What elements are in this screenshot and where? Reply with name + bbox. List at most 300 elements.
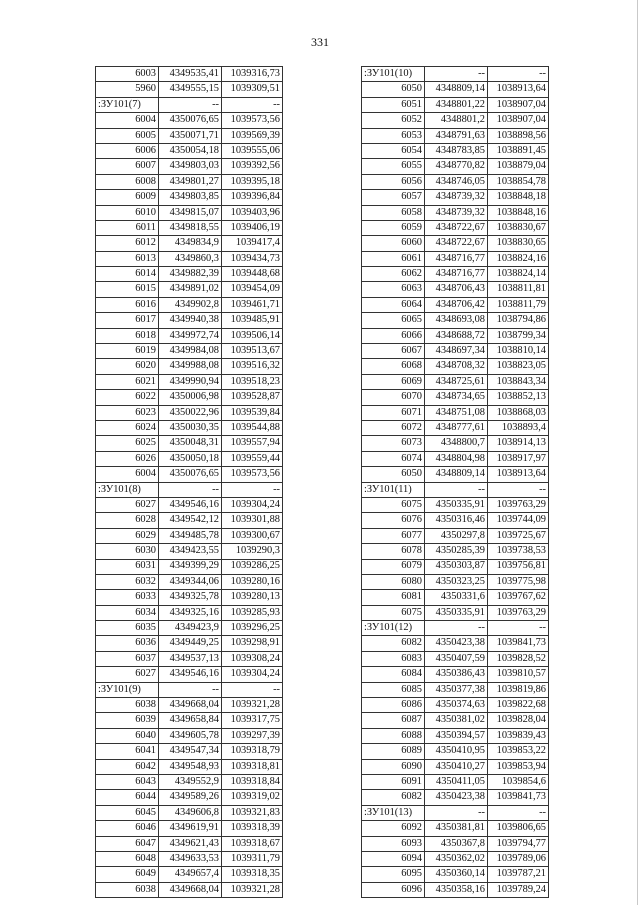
x-coordinate-cell: 4350022,96 [159, 405, 222, 420]
table-row [362, 128, 549, 143]
coordinates-table-right-body [362, 67, 549, 898]
point-number-cell: 6014 [96, 267, 159, 282]
y-coordinate-cell: 1039319,02 [222, 790, 283, 805]
x-coordinate-cell: 4350323,25 [425, 574, 488, 589]
x-coordinate-cell: 4348688,72 [425, 328, 488, 343]
x-coordinate-cell: 4349423,9 [159, 621, 222, 636]
table-row [362, 113, 549, 128]
table-row [362, 159, 549, 174]
x-coordinate-cell: 4350410,27 [425, 759, 488, 774]
y-coordinate-cell: 1039744,09 [488, 513, 549, 528]
x-coordinate-cell: 4349344,06 [159, 574, 222, 589]
point-number-cell: 6039 [96, 713, 159, 728]
x-coordinate-cell: 4348804,98 [425, 451, 488, 466]
page-number: 331 [311, 35, 329, 49]
point-number-cell: 6011 [96, 220, 159, 235]
point-number-cell: 6064 [362, 297, 425, 312]
point-number-cell: 6065 [362, 313, 425, 328]
x-coordinate-cell: -- [159, 97, 222, 112]
y-coordinate-cell: -- [488, 67, 549, 82]
table-row [362, 436, 549, 451]
x-coordinate-cell: 4349657,4 [159, 867, 222, 882]
y-coordinate-cell: 1039290,3 [222, 544, 283, 559]
y-coordinate-cell: 1039853,22 [488, 744, 549, 759]
table-row [362, 836, 549, 851]
point-number-cell: 6013 [96, 251, 159, 266]
y-coordinate-cell: 1038893,4 [488, 420, 549, 435]
table-row [96, 251, 283, 266]
table-row [96, 82, 283, 97]
x-coordinate-cell: -- [425, 482, 488, 497]
x-coordinate-cell: 4349658,84 [159, 713, 222, 728]
x-coordinate-cell: 4349589,26 [159, 790, 222, 805]
y-coordinate-cell: 1039789,24 [488, 882, 549, 897]
y-coordinate-cell: 1039318,39 [222, 821, 283, 836]
section-header-row [362, 805, 549, 820]
x-coordinate-cell: 4349940,38 [159, 313, 222, 328]
x-coordinate-cell: 4350331,6 [425, 590, 488, 605]
table-row [96, 390, 283, 405]
y-coordinate-cell: 1039300,67 [222, 528, 283, 543]
y-coordinate-cell: 1039434,73 [222, 251, 283, 266]
point-number-cell: 6091 [362, 774, 425, 789]
table-row [96, 805, 283, 820]
x-coordinate-cell: 4348801,22 [425, 97, 488, 112]
y-coordinate-cell: 1039318,79 [222, 744, 283, 759]
section-header-row [362, 482, 549, 497]
x-coordinate-cell: 4348739,32 [425, 205, 488, 220]
y-coordinate-cell: 1038907,04 [488, 113, 549, 128]
y-coordinate-cell: 1039518,23 [222, 374, 283, 389]
y-coordinate-cell: 1038917,97 [488, 451, 549, 466]
table-row [362, 590, 549, 605]
x-coordinate-cell: 4350054,18 [159, 143, 222, 158]
table-row [96, 113, 283, 128]
y-coordinate-cell: 1039738,53 [488, 544, 549, 559]
x-coordinate-cell: 4350358,16 [425, 882, 488, 897]
point-number-cell: 6089 [362, 744, 425, 759]
x-coordinate-cell: 4348706,42 [425, 297, 488, 312]
point-number-cell: 6067 [362, 344, 425, 359]
point-number-cell: 6057 [362, 190, 425, 205]
y-coordinate-cell: 1039544,88 [222, 420, 283, 435]
table-row [96, 621, 283, 636]
table-row [362, 174, 549, 189]
point-number-cell: 6016 [96, 297, 159, 312]
x-coordinate-cell: 4348809,14 [425, 467, 488, 482]
point-number-cell: 6010 [96, 205, 159, 220]
table-row [362, 559, 549, 574]
table-row [362, 451, 549, 466]
coordinates-table-right [361, 66, 549, 898]
table-row [96, 374, 283, 389]
table-row [362, 851, 549, 866]
table-row [96, 159, 283, 174]
table-row [96, 267, 283, 282]
y-coordinate-cell: 1038852,13 [488, 390, 549, 405]
x-coordinate-cell: 4349990,94 [159, 374, 222, 389]
x-coordinate-cell: 4349621,43 [159, 836, 222, 851]
y-coordinate-cell: 1039318,81 [222, 759, 283, 774]
table-row [96, 128, 283, 143]
y-coordinate-cell: 1039317,75 [222, 713, 283, 728]
y-coordinate-cell: 1039810,57 [488, 667, 549, 682]
table-row [362, 251, 549, 266]
table-row [96, 497, 283, 512]
table-row [96, 759, 283, 774]
y-coordinate-cell: 1038794,86 [488, 313, 549, 328]
x-coordinate-cell: 4348693,08 [425, 313, 488, 328]
point-number-cell: 6034 [96, 605, 159, 620]
point-number-cell: 6026 [96, 451, 159, 466]
y-coordinate-cell: 1039528,87 [222, 390, 283, 405]
table-row [96, 728, 283, 743]
table-row [362, 698, 549, 713]
point-number-cell: 6050 [362, 82, 425, 97]
y-coordinate-cell: 1039839,43 [488, 728, 549, 743]
x-coordinate-cell: 4350006,98 [159, 390, 222, 405]
point-number-cell: 6032 [96, 574, 159, 589]
table-row [96, 544, 283, 559]
table-row [362, 682, 549, 697]
point-number-cell: 6036 [96, 636, 159, 651]
x-coordinate-cell: 4350071,71 [159, 128, 222, 143]
table-row [362, 190, 549, 205]
table-row [362, 328, 549, 343]
point-number-cell: 6046 [96, 821, 159, 836]
y-coordinate-cell: 1039569,39 [222, 128, 283, 143]
section-label-cell: :ЗУ101(11) [362, 482, 425, 497]
x-coordinate-cell: 4350423,38 [425, 790, 488, 805]
x-coordinate-cell: 4349423,55 [159, 544, 222, 559]
point-number-cell: 6024 [96, 420, 159, 435]
x-coordinate-cell: 4350377,38 [425, 682, 488, 697]
table-row [362, 513, 549, 528]
y-coordinate-cell: 1039763,29 [488, 497, 549, 512]
y-coordinate-cell: 1038810,14 [488, 344, 549, 359]
x-coordinate-cell: 4348725,61 [425, 374, 488, 389]
point-number-cell: 6060 [362, 236, 425, 251]
table-row [362, 236, 549, 251]
x-coordinate-cell: 4349801,27 [159, 174, 222, 189]
point-number-cell: 6044 [96, 790, 159, 805]
x-coordinate-cell: 4349546,16 [159, 667, 222, 682]
table-row [96, 667, 283, 682]
y-coordinate-cell: 1038913,64 [488, 82, 549, 97]
table-row [362, 497, 549, 512]
y-coordinate-cell: 1039309,51 [222, 82, 283, 97]
point-number-cell: 6069 [362, 374, 425, 389]
y-coordinate-cell: 1038898,56 [488, 128, 549, 143]
section-header-row [362, 67, 549, 82]
x-coordinate-cell: 4349815,07 [159, 205, 222, 220]
table-row [96, 313, 283, 328]
table-row [96, 190, 283, 205]
y-coordinate-cell: 1038824,16 [488, 251, 549, 266]
y-coordinate-cell: 1039557,94 [222, 436, 283, 451]
point-number-cell: 6033 [96, 590, 159, 605]
x-coordinate-cell: -- [159, 682, 222, 697]
section-header-row [96, 682, 283, 697]
table-row [362, 359, 549, 374]
point-number-cell: 6022 [96, 390, 159, 405]
y-coordinate-cell: 1039448,68 [222, 267, 283, 282]
point-number-cell: 6025 [96, 436, 159, 451]
y-coordinate-cell: 1039392,56 [222, 159, 283, 174]
x-coordinate-cell: 4348734,65 [425, 390, 488, 405]
point-number-cell: 6053 [362, 128, 425, 143]
table-row [362, 651, 549, 666]
point-number-cell: 6075 [362, 605, 425, 620]
x-coordinate-cell: 4349485,78 [159, 528, 222, 543]
x-coordinate-cell: 4349555,15 [159, 82, 222, 97]
y-coordinate-cell: 1039454,09 [222, 282, 283, 297]
point-number-cell: 6077 [362, 528, 425, 543]
point-number-cell: 6009 [96, 190, 159, 205]
x-coordinate-cell: 4349988,08 [159, 359, 222, 374]
table-row [96, 574, 283, 589]
y-coordinate-cell: 1039853,94 [488, 759, 549, 774]
table-row [362, 713, 549, 728]
table-row [96, 67, 283, 82]
y-coordinate-cell: 1039417,4 [222, 236, 283, 251]
y-coordinate-cell: 1039822,68 [488, 698, 549, 713]
x-coordinate-cell: 4349972,74 [159, 328, 222, 343]
table-row [362, 297, 549, 312]
y-coordinate-cell: 1039403,96 [222, 205, 283, 220]
table-row [96, 698, 283, 713]
x-coordinate-cell: 4350050,18 [159, 451, 222, 466]
x-coordinate-cell: 4349803,85 [159, 190, 222, 205]
y-coordinate-cell: 1038830,67 [488, 220, 549, 235]
point-number-cell: 6030 [96, 544, 159, 559]
x-coordinate-cell: 4348800,7 [425, 436, 488, 451]
point-number-cell: 6003 [96, 67, 159, 82]
section-label-cell: :ЗУ101(7) [96, 97, 159, 112]
point-number-cell: 6086 [362, 698, 425, 713]
point-number-cell: 6006 [96, 143, 159, 158]
x-coordinate-cell: 4350381,02 [425, 713, 488, 728]
table-row [96, 605, 283, 620]
y-coordinate-cell: 1039318,67 [222, 836, 283, 851]
x-coordinate-cell: 4349399,29 [159, 559, 222, 574]
table-row [96, 867, 283, 882]
table-row [96, 174, 283, 189]
table-row [362, 528, 549, 543]
point-number-cell: 6017 [96, 313, 159, 328]
y-coordinate-cell: 1039841,73 [488, 790, 549, 805]
point-number-cell: 6096 [362, 882, 425, 897]
x-coordinate-cell: 4349860,3 [159, 251, 222, 266]
y-coordinate-cell: 1039461,71 [222, 297, 283, 312]
table-row [96, 651, 283, 666]
point-number-cell: 6088 [362, 728, 425, 743]
y-coordinate-cell: 1039794,77 [488, 836, 549, 851]
y-coordinate-cell: -- [488, 621, 549, 636]
x-coordinate-cell: -- [425, 621, 488, 636]
table-row [362, 82, 549, 97]
x-coordinate-cell: 4349891,02 [159, 282, 222, 297]
x-coordinate-cell: 4348801,2 [425, 113, 488, 128]
section-label-cell: :ЗУ101(9) [96, 682, 159, 697]
table-row [96, 297, 283, 312]
x-coordinate-cell: 4350076,65 [159, 113, 222, 128]
point-number-cell: 6004 [96, 467, 159, 482]
y-coordinate-cell: 1039406,19 [222, 220, 283, 235]
point-number-cell: 6040 [96, 728, 159, 743]
x-coordinate-cell: -- [425, 805, 488, 820]
table-row [362, 544, 549, 559]
x-coordinate-cell: 4349547,34 [159, 744, 222, 759]
point-number-cell: 6045 [96, 805, 159, 820]
point-number-cell: 6027 [96, 667, 159, 682]
x-coordinate-cell: 4350386,43 [425, 667, 488, 682]
x-coordinate-cell: 4350360,14 [425, 867, 488, 882]
y-coordinate-cell: 1038854,78 [488, 174, 549, 189]
table-row [96, 436, 283, 451]
x-coordinate-cell: 4349605,78 [159, 728, 222, 743]
table-row [96, 744, 283, 759]
x-coordinate-cell: 4348697,34 [425, 344, 488, 359]
table-row [362, 205, 549, 220]
y-coordinate-cell: 1039304,24 [222, 667, 283, 682]
table-row [96, 420, 283, 435]
point-number-cell: 6038 [96, 882, 159, 897]
x-coordinate-cell: 4349668,04 [159, 882, 222, 897]
point-number-cell: 6078 [362, 544, 425, 559]
table-row [362, 867, 549, 882]
point-number-cell: 6058 [362, 205, 425, 220]
y-coordinate-cell: 1039321,83 [222, 805, 283, 820]
point-number-cell: 6063 [362, 282, 425, 297]
x-coordinate-cell: 4348722,67 [425, 220, 488, 235]
x-coordinate-cell: 4350285,39 [425, 544, 488, 559]
y-coordinate-cell: 1039573,56 [222, 467, 283, 482]
x-coordinate-cell: 4349818,55 [159, 220, 222, 235]
point-number-cell: 6092 [362, 821, 425, 836]
x-coordinate-cell: 4349882,39 [159, 267, 222, 282]
table-row [362, 744, 549, 759]
table-row [96, 713, 283, 728]
table-row [96, 344, 283, 359]
point-number-cell: 6093 [362, 836, 425, 851]
section-header-row [362, 621, 549, 636]
y-coordinate-cell: -- [488, 805, 549, 820]
point-number-cell: 6073 [362, 436, 425, 451]
y-coordinate-cell: 1039298,91 [222, 636, 283, 651]
x-coordinate-cell: 4348777,61 [425, 420, 488, 435]
table-row [96, 774, 283, 789]
point-number-cell: 5960 [96, 82, 159, 97]
x-coordinate-cell: 4348770,82 [425, 159, 488, 174]
y-coordinate-cell: 1039513,67 [222, 344, 283, 359]
x-coordinate-cell: 4349542,12 [159, 513, 222, 528]
point-number-cell: 6090 [362, 759, 425, 774]
y-coordinate-cell: 1038907,04 [488, 97, 549, 112]
table-row [362, 267, 549, 282]
table-row [96, 205, 283, 220]
y-coordinate-cell: 1038843,34 [488, 374, 549, 389]
y-coordinate-cell: 1039308,24 [222, 651, 283, 666]
x-coordinate-cell: 4349834,9 [159, 236, 222, 251]
y-coordinate-cell: 1039316,73 [222, 67, 283, 82]
x-coordinate-cell: 4349606,8 [159, 805, 222, 820]
point-number-cell: 6066 [362, 328, 425, 343]
point-number-cell: 6037 [96, 651, 159, 666]
point-number-cell: 6028 [96, 513, 159, 528]
y-coordinate-cell: 1038848,18 [488, 190, 549, 205]
y-coordinate-cell: 1039725,67 [488, 528, 549, 543]
table-row [362, 605, 549, 620]
x-coordinate-cell: 4348706,43 [425, 282, 488, 297]
scan-edge-line [637, 0, 638, 905]
point-number-cell: 6047 [96, 836, 159, 851]
y-coordinate-cell: 1039828,04 [488, 713, 549, 728]
section-header-row [96, 97, 283, 112]
x-coordinate-cell: 4348746,05 [425, 174, 488, 189]
x-coordinate-cell: 4349902,8 [159, 297, 222, 312]
table-row [96, 451, 283, 466]
table-row [362, 97, 549, 112]
table-row [96, 836, 283, 851]
table-row [96, 590, 283, 605]
y-coordinate-cell: 1039841,73 [488, 636, 549, 651]
point-number-cell: 6068 [362, 359, 425, 374]
table-row [362, 882, 549, 897]
table-row [362, 390, 549, 405]
x-coordinate-cell: 4348708,32 [425, 359, 488, 374]
x-coordinate-cell: 4349537,13 [159, 651, 222, 666]
x-coordinate-cell: 4350394,57 [425, 728, 488, 743]
y-coordinate-cell: 1039311,79 [222, 851, 283, 866]
point-number-cell: 6052 [362, 113, 425, 128]
table-row [362, 667, 549, 682]
point-number-cell: 6075 [362, 497, 425, 512]
y-coordinate-cell: 1038799,34 [488, 328, 549, 343]
point-number-cell: 6071 [362, 405, 425, 420]
section-label-cell: :ЗУ101(13) [362, 805, 425, 820]
point-number-cell: 6051 [362, 97, 425, 112]
x-coordinate-cell: 4349552,9 [159, 774, 222, 789]
y-coordinate-cell: -- [222, 482, 283, 497]
table-row [96, 236, 283, 251]
y-coordinate-cell: 1038913,64 [488, 467, 549, 482]
point-number-cell: 6081 [362, 590, 425, 605]
table-row [96, 220, 283, 235]
y-coordinate-cell: 1038879,04 [488, 159, 549, 174]
point-number-cell: 6012 [96, 236, 159, 251]
table-row [96, 282, 283, 297]
x-coordinate-cell: 4349449,25 [159, 636, 222, 651]
y-coordinate-cell: 1039485,91 [222, 313, 283, 328]
point-number-cell: 6043 [96, 774, 159, 789]
y-coordinate-cell: 1039297,39 [222, 728, 283, 743]
point-number-cell: 6070 [362, 390, 425, 405]
x-coordinate-cell: 4348809,14 [425, 82, 488, 97]
point-number-cell: 6083 [362, 651, 425, 666]
point-number-cell: 6049 [96, 867, 159, 882]
y-coordinate-cell: 1039318,35 [222, 867, 283, 882]
y-coordinate-cell: 1039304,24 [222, 497, 283, 512]
section-label-cell: :ЗУ101(12) [362, 621, 425, 636]
point-number-cell: 6085 [362, 682, 425, 697]
point-number-cell: 6005 [96, 128, 159, 143]
x-coordinate-cell: 4350076,65 [159, 467, 222, 482]
y-coordinate-cell: 1038830,65 [488, 236, 549, 251]
table-row [362, 344, 549, 359]
y-coordinate-cell: 1039767,62 [488, 590, 549, 605]
point-number-cell: 6020 [96, 359, 159, 374]
